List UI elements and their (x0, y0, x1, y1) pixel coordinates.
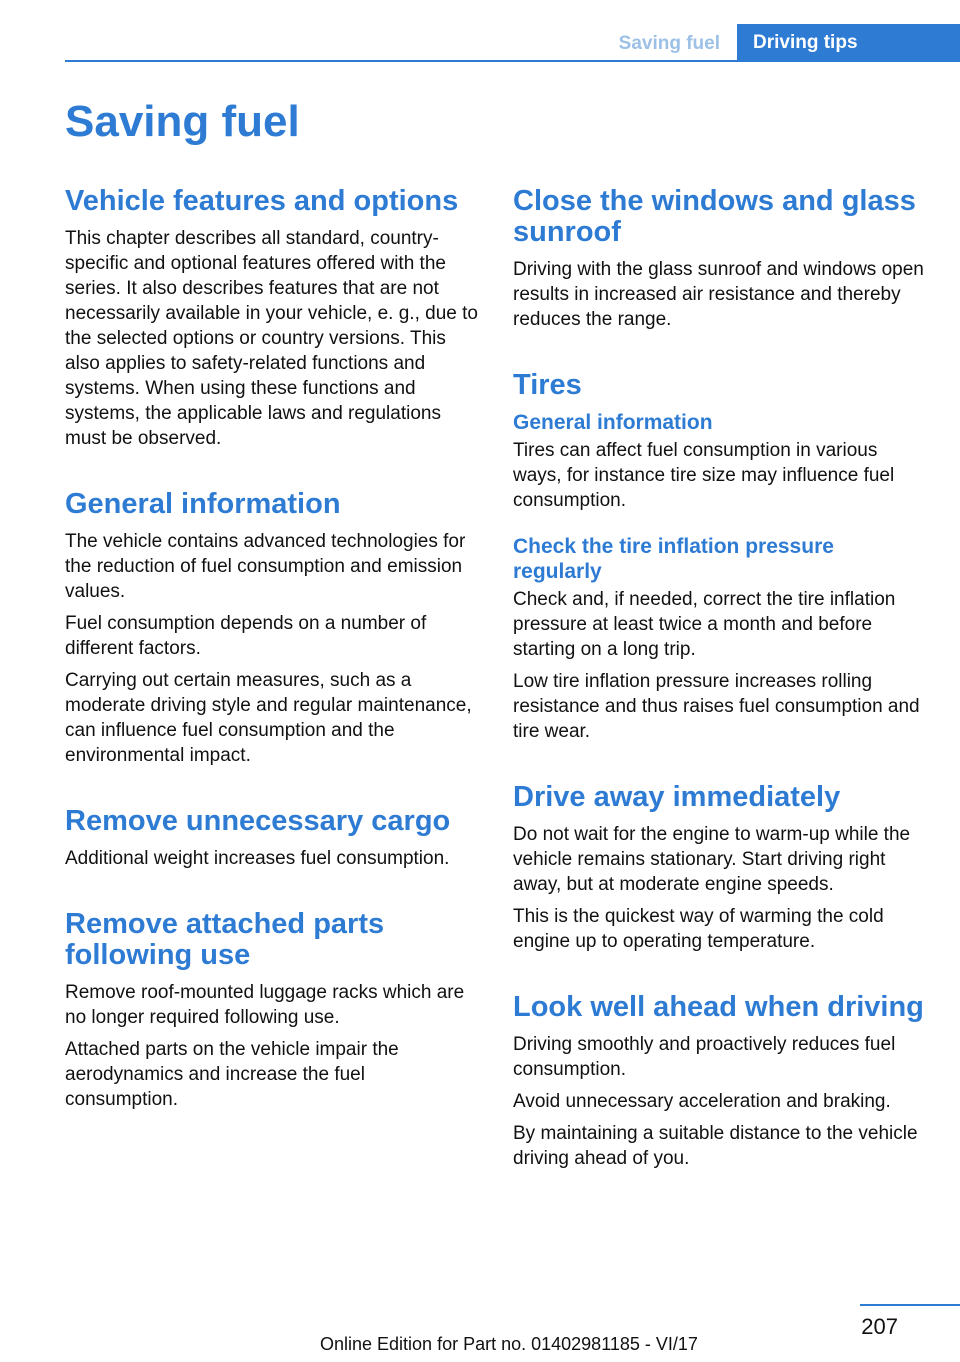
section-heading: Close the windows and glass sunroof (513, 185, 916, 248)
section-remove-cargo (65, 806, 483, 871)
paragraph: By maintaining a suitable distance to the vehicle driving ahead of you. (513, 1123, 918, 1169)
subsection-heading: General information (513, 411, 713, 434)
paragraph: Check and, if needed, correct the tire inflation pressure at least twice a month and before starting on a long trip. (513, 589, 896, 660)
subsection-heading: Check the tire inflation pressure regularly (513, 535, 834, 583)
section-heading: Tires (513, 369, 582, 401)
subsection-tire-pressure (513, 534, 928, 744)
paragraph: This is the quickest way of warming the cold engine up to operating temperature. (513, 906, 884, 952)
paragraph: Avoid unnecessary acceleration and braking. (513, 1091, 891, 1112)
paragraph: This chapter describes all standard, country-specific and optional features offered with the series. It also describes features that are not necessarily available in your vehicle, e. g., due to the selected options or country versions. This also applies to safety-related functions and systems. When using these functions and systems, the applicable laws and regulations must be observed. (65, 228, 478, 449)
footer-edition-text: Online Edition for Part no. 01402981185 - VI/17 (320, 1334, 698, 1354)
section-heading: General information (65, 488, 341, 520)
paragraph: Driving with the glass sunroof and windows open results in increased air resistance and thereby reduces the range. (513, 259, 924, 330)
footer-rule (860, 1304, 960, 1306)
section-general-information (65, 489, 483, 768)
paragraph: Fuel consumption depends on a number of different factors. (65, 613, 427, 659)
page-number: 207 (861, 1314, 898, 1339)
tab-driving-tips[interactable]: Driving tips (737, 24, 960, 62)
paragraph: Additional weight increases fuel consumption. (65, 848, 450, 869)
section-heading: Vehicle features and options (65, 185, 459, 217)
right-column (513, 186, 928, 1209)
section-drive-away (513, 782, 928, 954)
section-close-windows (513, 186, 928, 332)
section-heading: Remove attached parts following use (65, 908, 385, 971)
section-remove-attached-parts (65, 909, 483, 1112)
section-heading: Look well ahead when driving (513, 991, 924, 1023)
section-heading: Drive away immediately (513, 781, 841, 813)
section-tires (513, 370, 928, 744)
page-title: Saving fuel (65, 97, 300, 146)
paragraph: Remove roof-mounted luggage racks which are no longer required following use. (65, 982, 465, 1028)
paragraph: The vehicle contains advanced technologies for the reduction of fuel consumption and emission values. (65, 531, 466, 602)
paragraph: Driving smoothly and proactively reduces fuel consumption. (513, 1034, 896, 1080)
paragraph: Attached parts on the vehicle impair the aerodynamics and increase the fuel consumption. (65, 1039, 399, 1110)
section-look-ahead (513, 992, 928, 1171)
left-column (65, 186, 483, 1150)
section-vehicle-features (65, 186, 483, 451)
paragraph: Low tire inflation pressure increases rolling resistance and thus raises fuel consumption and tire wear. (513, 671, 920, 742)
paragraph: Carrying out certain measures, such as a moderate driving style and regular maintenance, can influence fuel consumption and the environmental impact. (65, 670, 472, 766)
paragraph: Tires can affect fuel consumption in various ways, for instance tire size may influence fuel consumption. (513, 440, 895, 511)
tab-saving-fuel[interactable]: Saving fuel (618, 33, 720, 54)
section-heading: Remove unnecessary cargo (65, 805, 451, 837)
subsection-tires-general (513, 410, 928, 513)
paragraph: Do not wait for the engine to warm-up while the vehicle remains stationary. Start driving right away, but at moderate engine speeds. (513, 824, 911, 895)
